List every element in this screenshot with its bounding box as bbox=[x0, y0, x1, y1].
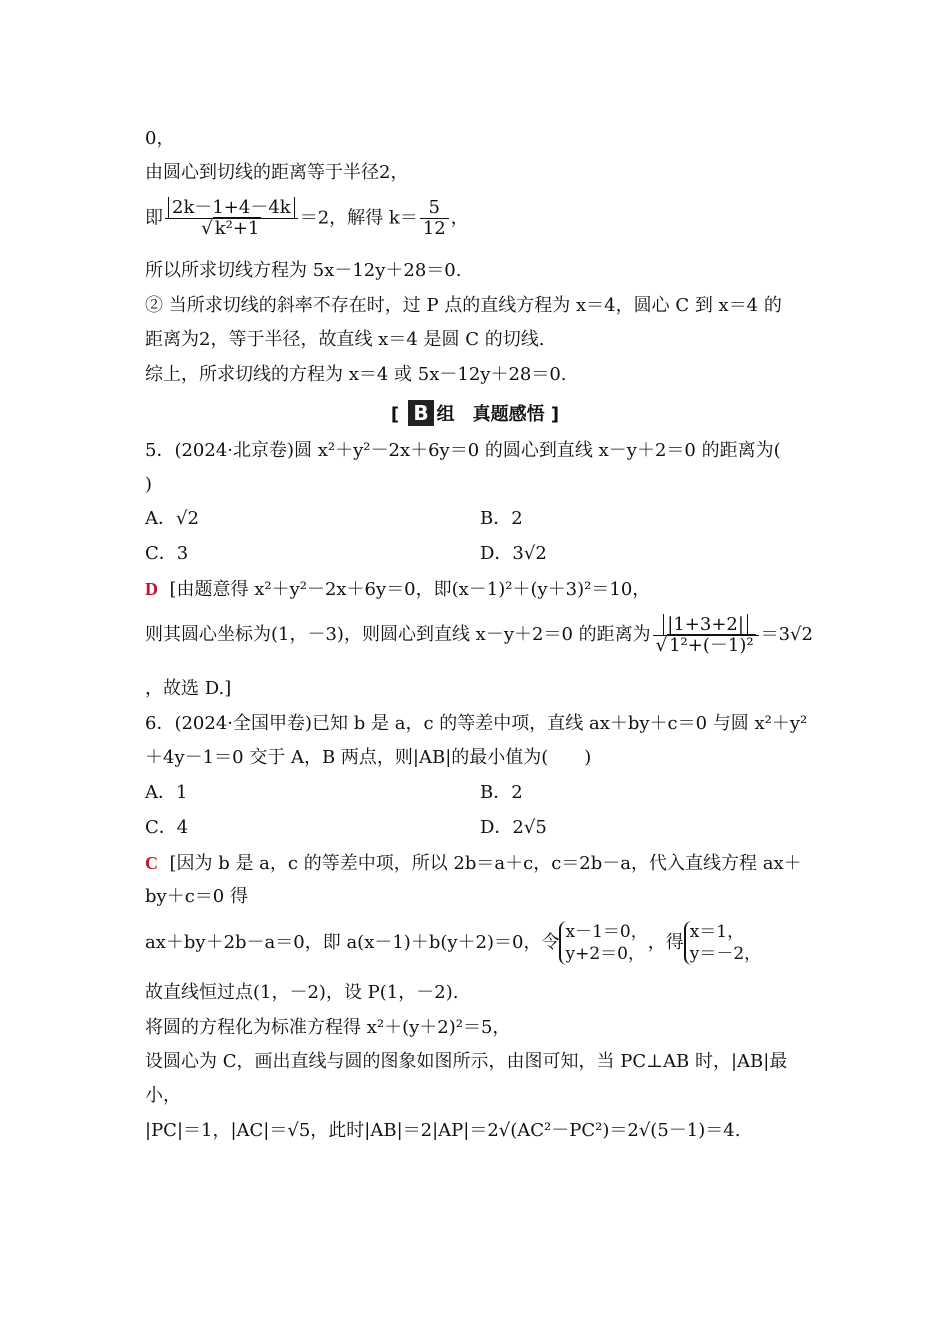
text: 得 bbox=[665, 932, 684, 953]
sqrt-expr: k²+1 bbox=[214, 218, 260, 239]
answer-letter: C bbox=[145, 853, 158, 873]
option-b: B．2 bbox=[480, 782, 523, 803]
denominator: 12 bbox=[422, 218, 446, 239]
question-stem: 6．(2024·全国甲卷)已知 b 是 a，c 的等差中项，直线 ax＋by＋c＝0 与圆 x²＋y² bbox=[145, 713, 808, 734]
solution-line bbox=[145, 612, 813, 658]
text: 即 bbox=[145, 207, 163, 229]
text-line: 由圆心到切线的距离等于半径2， bbox=[145, 162, 409, 183]
bracket: [ bbox=[390, 404, 400, 425]
solution-line: 设圆心为 C，画出直线与圆的图象如图所示，由图可知，当 PC⊥AB 时，|AB|最 bbox=[145, 1051, 788, 1072]
equation: y+2＝0， bbox=[565, 944, 645, 964]
text-line-formula bbox=[145, 198, 469, 239]
sqrt-expr: 1²+(－1)² bbox=[669, 634, 754, 656]
solution-line: 将圆的方程化为标准方程得 x²＋(y＋2)²＝5， bbox=[145, 1017, 511, 1038]
solution-line: |PC|＝1，|AC|＝√5，此时|AB|＝2|AP|＝2√(AC²－PC²)＝2√(5－1)＝4. bbox=[145, 1120, 741, 1141]
fraction bbox=[420, 198, 449, 239]
text-line: 综上，所求切线的方程为 x＝4 或 5x－12y＋28＝0. bbox=[145, 364, 567, 385]
text-line: 0， bbox=[145, 128, 175, 149]
numerator bbox=[165, 198, 298, 219]
option-b: B．2 bbox=[480, 508, 523, 529]
option-d: D．2√5 bbox=[480, 817, 547, 838]
group-badge: B bbox=[408, 400, 433, 426]
fraction bbox=[653, 615, 759, 656]
solution-line bbox=[145, 850, 802, 877]
text-line: 距离为2，等于半径，故直线 x＝4 是圆 C 的切线. bbox=[145, 329, 545, 350]
option-c: C．3 bbox=[145, 543, 189, 564]
solution-line: 小， bbox=[145, 1085, 181, 1106]
question-stem: 5．(2024·北京卷)圆 x²＋y²－2x＋6y＝0 的圆心到直线 x－y＋2＝0 的距离为( bbox=[145, 440, 781, 461]
equation-system bbox=[684, 921, 761, 965]
text-line: ② 当所求切线的斜率不存在时，过 P 点的直线方程为 x＝4，圆心 C 到 x＝4 的 bbox=[145, 295, 782, 316]
question-stem: ) bbox=[145, 474, 153, 495]
bracket: ] bbox=[550, 404, 560, 425]
text: ＝2，解得 k＝ bbox=[299, 207, 418, 229]
solution-line: ax＋by＋2b－a＝0，即 a(x－1)＋b(y＋2)＝0，令 x－1＝0， y+2＝0， ，得 x＝1， y＝－2， bbox=[145, 922, 762, 964]
text: [由题意得 x²＋y²－2x＋6y＝0，即(x－1)²＋(y＋3)²＝10， bbox=[169, 579, 651, 600]
text: [因为 b 是 a，c 的等差中项，所以 2b＝a＋c，c＝2b－a，代入直线方程 ax＋ bbox=[169, 853, 802, 874]
numerator: 5 bbox=[420, 198, 449, 219]
option-a: A．√2 bbox=[145, 508, 199, 529]
equation: y＝－2， bbox=[689, 944, 762, 964]
text: ax＋by＋2b－a＝0，即 a(x－1)＋b(y＋2)＝0，令 bbox=[145, 932, 560, 953]
solution-line: 故直线恒过点(1，－2)，设 P(1，－2). bbox=[145, 982, 459, 1003]
numerator bbox=[653, 615, 759, 636]
option-a: A．1 bbox=[145, 782, 188, 803]
solution-line: by＋c＝0 得 bbox=[145, 886, 248, 907]
section-banner bbox=[0, 400, 950, 428]
fraction bbox=[165, 198, 298, 239]
abs-expr: 2k－1+4－4k bbox=[168, 197, 295, 218]
question-stem: ＋4y－1＝0 交于 A，B 两点，则|AB|的最小值为( ) bbox=[145, 747, 592, 768]
option-c: C．4 bbox=[145, 817, 189, 838]
solution-line: ，故选 D.] bbox=[145, 678, 232, 699]
solution-line bbox=[145, 576, 650, 603]
equation: x－1＝0， bbox=[565, 922, 648, 942]
answer-letter: D bbox=[145, 579, 158, 599]
text-line: 所以所求切线方程为 5x－12y＋28＝0. bbox=[145, 260, 462, 281]
text: ＝3√2 bbox=[760, 624, 813, 645]
banner-title: 组 真题感悟 bbox=[436, 404, 545, 425]
denominator: √ k²+1 bbox=[201, 218, 260, 239]
equation-system bbox=[559, 921, 647, 965]
option-d: D．3√2 bbox=[480, 543, 547, 564]
abs-expr: |1+3+2| bbox=[663, 614, 748, 635]
text: 则其圆心坐标为(1，－3)，则圆心到直线 x－y＋2＝0 的距离为 bbox=[145, 624, 651, 645]
text: ， bbox=[450, 207, 469, 229]
equation: x＝1， bbox=[689, 922, 745, 942]
denominator: √ 1²+(－1)² bbox=[655, 634, 754, 656]
